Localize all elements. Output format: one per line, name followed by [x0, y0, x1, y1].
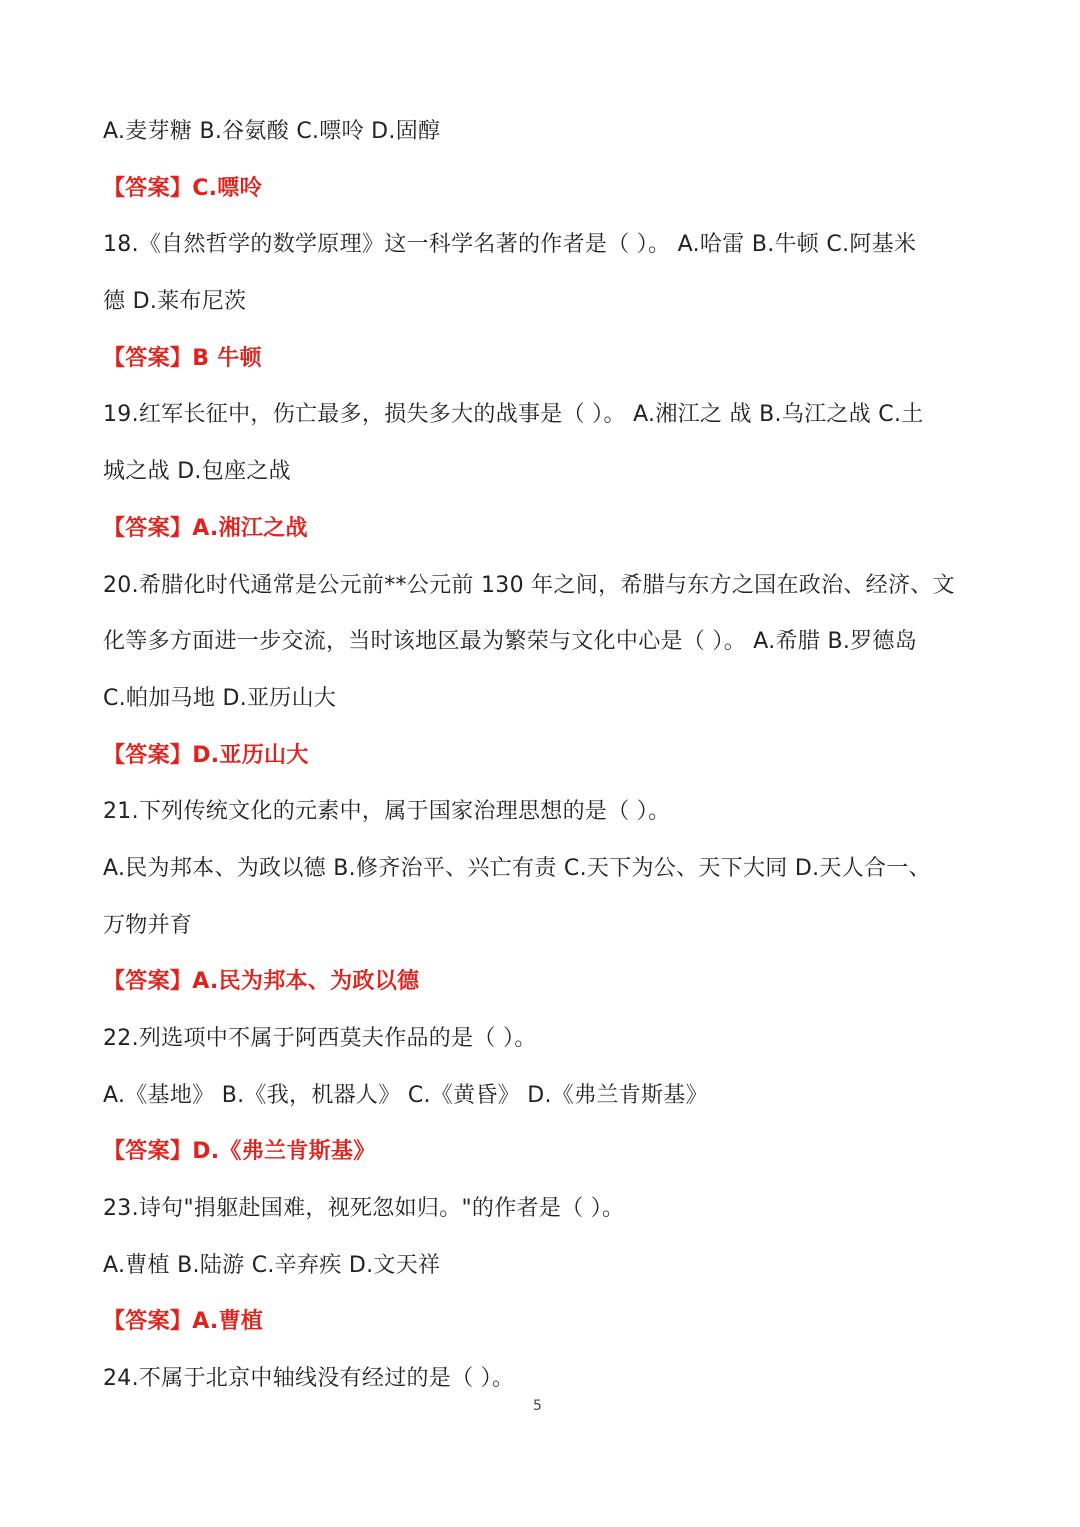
question-line: 20.希腊化时代通常是公元前**公元前 130 年之间，希腊与东方之国在政治、经济、文	[103, 572, 955, 598]
question-line: C.帕加马地 D.亚历山大	[103, 685, 337, 711]
question-line: 24.不属于北京中轴线没有经过的是（ ）。	[103, 1366, 515, 1392]
answer-line: 【答案】A.曹植	[103, 1309, 264, 1335]
question-line: 德 D.莱布尼茨	[103, 289, 247, 315]
options-line: A.民为邦本、为政以德 B.修齐治平、兴亡有责 C.天下为公、天下大同 D.天人合一、	[103, 855, 931, 881]
question-line: 22.列选项中不属于阿西莫夫作品的是（ ）。	[103, 1026, 537, 1051]
answer-line: 【答案】D.《弗兰肯斯基》	[103, 1139, 376, 1165]
options-line: A.《基地》 B.《我，机器人》 C.《黄昏》 D.《弗兰肯斯基》	[103, 1082, 708, 1108]
options-line: A.曹植 B.陆游 C.辛弃疾 D.文天祥	[103, 1252, 441, 1278]
answer-line: 【答案】A.湘江之战	[103, 515, 308, 541]
document-page	[103, 104, 979, 1408]
question-line: 19.红军长征中，伤亡最多，损失多大的战事是（ ）。 A.湘江之 战 B.乌江之战 C.土	[103, 402, 924, 428]
question-line: 化等多方面进一步交流，当时该地区最为繁荣与文化中心是（ ）。 A.希腊 B.罗德岛	[103, 629, 918, 655]
page-number: 5	[533, 1398, 542, 1414]
question-line: 23.诗句"捐躯赴国难，视死忽如归。"的作者是（ ）。	[103, 1196, 625, 1222]
answer-line: 【答案】B 牛顿	[103, 345, 262, 371]
answer-line: 【答案】A.民为邦本、为政以德	[103, 969, 420, 995]
answer-line: 【答案】D.亚历山大	[103, 742, 309, 768]
answer-line: 【答案】C.嘌呤	[103, 175, 262, 201]
options-line: A.麦芽糖 B.谷氨酸 C.嘌呤 D.固醇	[103, 119, 441, 144]
question-line: 18.《自然哲学的数学原理》这一科学名著的作者是（ ）。 A.哈雷 B.牛顿 C.阿基米	[103, 232, 917, 258]
options-line: 万物并育	[103, 912, 193, 938]
question-line: 21.下列传统文化的元素中，属于国家治理思想的是（ ）。	[103, 799, 671, 825]
question-line: 城之战 D.包座之战	[103, 459, 291, 485]
